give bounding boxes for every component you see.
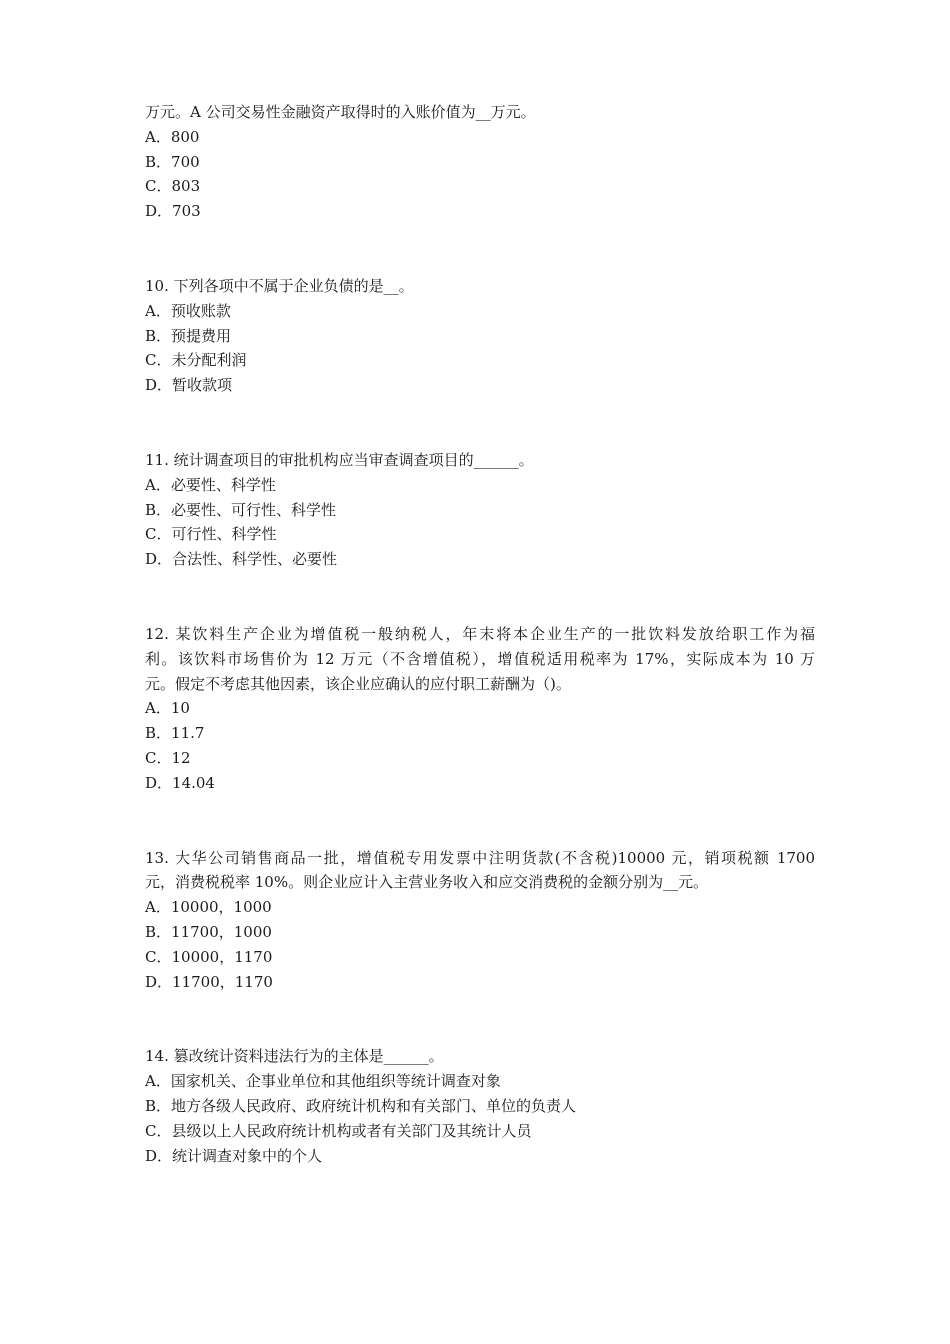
option-d: D．703: [145, 202, 201, 221]
option-d: D．合法性、科学性、必要性: [145, 550, 338, 569]
question-text: 万元。A 公司交易性金融资产取得时的入账价值为__万元。: [145, 103, 536, 121]
option-a: A．必要性、科学性: [145, 475, 276, 494]
option-c: C．10000，1170: [145, 947, 273, 966]
option-d: D．11700，1170: [145, 972, 273, 991]
question-text-line-1: 13. 大华公司销售商品一批，增值税专用发票中注明货款(不含税)10000 元，销项税额 1700: [145, 848, 815, 867]
document-page: [145, 100, 815, 1168]
option-a: A．预收账款: [145, 301, 231, 320]
question-13: [145, 846, 815, 995]
question-text-line-2: 利。该饮料市场售价为 12 万元（不含增值税），增值税适用税率为 17%，实际成本为 10 万: [145, 649, 815, 668]
question-text-line-3: 元。假定不考虑其他因素，该企业应确认的应付职工薪酬为（)。: [145, 674, 571, 693]
question-text: 14. 篡改统计资料违法行为的主体是______。: [145, 1047, 444, 1066]
question-text-line-1: 12. 某饮料生产企业为增值税一般纳税人，年末将本企业生产的一批饮料发放给职工作为福: [145, 624, 815, 643]
option-c: C．未分配利润: [145, 351, 247, 370]
option-d: D．统计调查对象中的个人: [145, 1146, 323, 1165]
question-12: [145, 622, 815, 796]
option-a: A．800: [145, 127, 200, 146]
option-a: A．10: [145, 699, 190, 718]
option-a: A．国家机关、企事业单位和其他组织等统计调查对象: [145, 1072, 501, 1091]
option-d: D．14.04: [145, 773, 215, 792]
question-text-line-2: 元，消费税税率 10%。则企业应计入主营业务收入和应交消费税的金额分别为__元。: [145, 873, 709, 892]
question-11: [145, 448, 815, 572]
question-9-continued: [145, 100, 815, 224]
option-b: B．700: [145, 152, 200, 171]
option-d: D．暂收款项: [145, 376, 233, 395]
option-c: C．12: [145, 748, 191, 767]
question-10: [145, 274, 815, 398]
option-c: C．县级以上人民政府统计机构或者有关部门及其统计人员: [145, 1121, 532, 1140]
option-b: B．预提费用: [145, 326, 232, 345]
question-14: [145, 1044, 815, 1168]
question-text: 11. 统计调查项目的审批机构应当审查调查项目的______。: [145, 450, 534, 469]
option-c: C．803: [145, 177, 201, 196]
option-b: B．地方各级人民政府、政府统计机构和有关部门、单位的负责人: [145, 1096, 577, 1115]
option-c: C．可行性、科学性: [145, 525, 277, 544]
question-text: 10. 下列各项中不属于企业负债的是__。: [145, 276, 414, 295]
option-a: A．10000，1000: [145, 898, 272, 917]
option-b: B．11700，1000: [145, 922, 272, 941]
option-b: B．11.7: [145, 724, 205, 743]
option-b: B．必要性、可行性、科学性: [145, 500, 337, 519]
